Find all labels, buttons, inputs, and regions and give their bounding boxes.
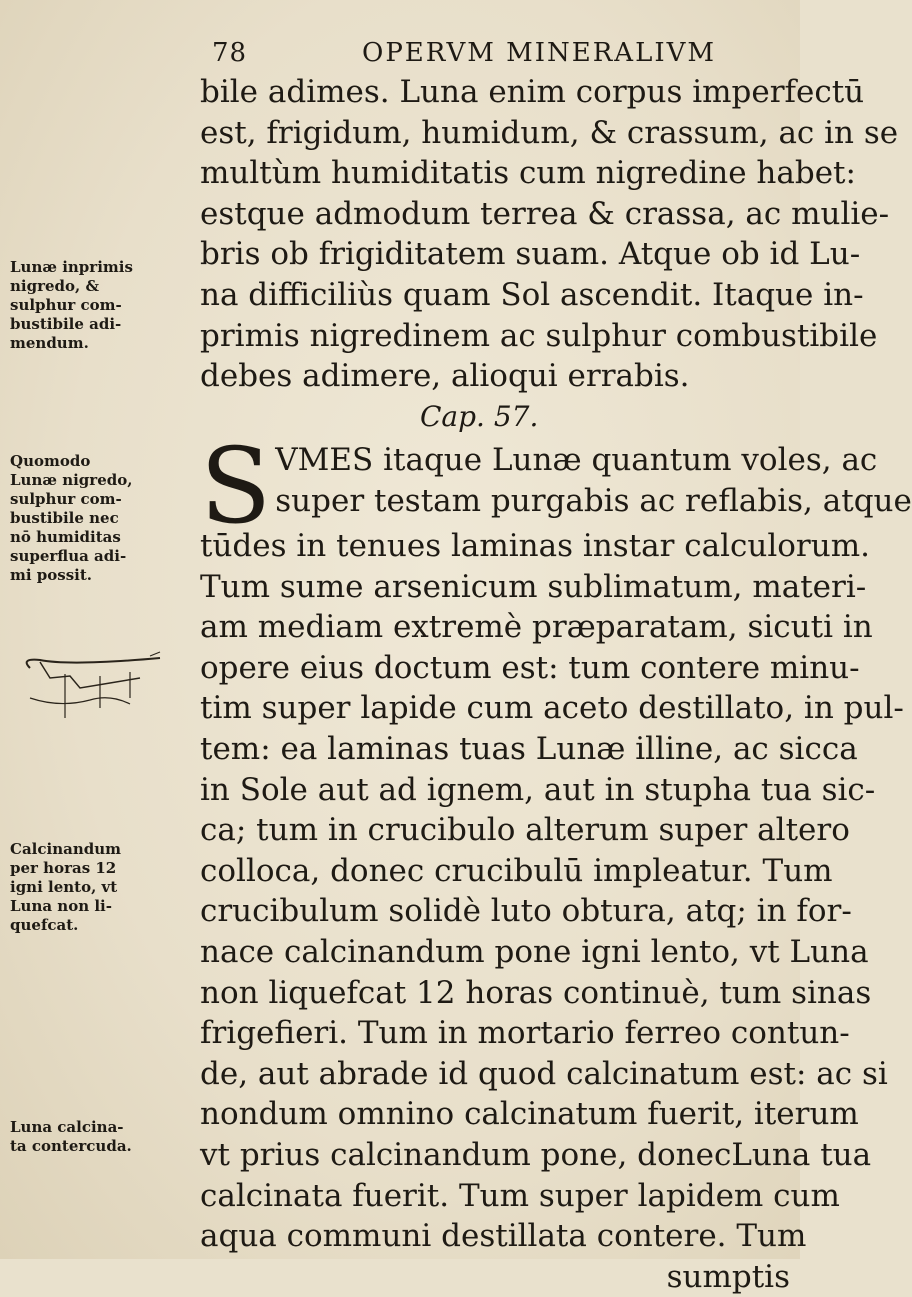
text-line: estque admodum terrea & crassa, ac mulie- — [200, 195, 890, 232]
text-line: super testam purgabis ac reflabis, atque — [275, 482, 912, 519]
marginal-note-3 — [10, 840, 190, 935]
text-line: colloca, donec crucibulū impleatur. Tum — [200, 852, 833, 889]
drop-capital: S — [200, 425, 272, 547]
marginal-note-4 — [10, 1118, 190, 1156]
text-line: calcinata fuerit. Tum super lapidem cum — [200, 1177, 840, 1214]
text-line: aqua communi destillata contere. Tum — [200, 1218, 807, 1255]
margin-line: nigredo, & — [10, 277, 100, 295]
text-line: debes adimere, alioqui errabis. — [200, 358, 690, 395]
catchword: sumptis — [666, 1258, 790, 1295]
text-line: am mediam extremè præparatam, sicuti in — [200, 609, 873, 646]
text-line: crucibulum solidè luto obtura, atq; in for- — [200, 893, 852, 930]
margin-line: nō humiditas — [10, 528, 121, 546]
text-line: frigefieri. Tum in mortario ferreo contun- — [200, 1015, 850, 1052]
text-line: nace calcinandum pone igni lento, vt Luna — [200, 933, 869, 970]
text-line: multùm humiditatis cum nigredine habet: — [200, 155, 856, 192]
text-line: bile adimes. Luna enim corpus imperfectū — [200, 74, 865, 110]
text-line: nondum omnino calcinatum fuerit, iterum — [200, 1096, 859, 1133]
margin-line: bustibile adi- — [10, 315, 122, 333]
margin-line: Luna non li- — [10, 897, 112, 915]
margin-line: Quomodo — [10, 452, 91, 470]
marginal-note-1 — [10, 258, 190, 353]
text-line: est, frigidum, humidum, & crassum, ac in se — [200, 114, 899, 151]
margin-line: mi possit. — [10, 566, 93, 584]
text-line: non liquefcat 12 horas continuè, tum sinas — [200, 974, 872, 1011]
margin-line: superflua adi- — [10, 547, 127, 565]
chapter-heading: Cap. 57. — [420, 400, 539, 433]
margin-line: Calcinandum — [10, 840, 121, 858]
text-line: de, aut abrade id quod calcinatum est: ac si — [200, 1055, 888, 1092]
margin-line: quefcat. — [10, 916, 79, 934]
main-text-chapter — [200, 425, 912, 1297]
text-line: primis nigredinem ac sulphur combustibile — [200, 317, 878, 354]
running-title: OPERVM MINERALIVM — [362, 38, 717, 68]
margin-line: sulphur com- — [10, 296, 122, 314]
margin-line: sulphur com- — [10, 490, 122, 508]
margin-line: ta contercuda. — [10, 1137, 132, 1155]
main-text-top — [200, 72, 899, 397]
text-line: ca; tum in crucibulo alterum super altero — [200, 812, 850, 849]
margin-line: igni lento, vt — [10, 878, 118, 896]
text-line: tem: ea laminas tuas Lunæ illine, ac sicca — [200, 730, 858, 767]
text-line: vt prius calcinandum pone, donecLuna tua — [200, 1136, 872, 1173]
text-line: VMES itaque Lunæ quantum voles, ac — [275, 442, 878, 478]
text-line: Tum sume arsenicum sublimatum, materi- — [200, 568, 867, 605]
margin-line: per horas 12 — [10, 859, 117, 877]
margin-line: Luna calcina- — [10, 1118, 124, 1136]
margin-line: Lunæ inprimis — [10, 258, 133, 276]
text-line: bris ob frigiditatem suam. Atque ob id Lu- — [200, 236, 861, 273]
marginal-note-2 — [10, 452, 190, 585]
text-line: na difficiliùs quam Sol ascendit. Itaque in- — [200, 276, 864, 313]
text-line: in Sole aut ad ignem, aut in stupha tua sic- — [200, 771, 876, 808]
page-number: 78 — [212, 38, 248, 68]
margin-line: bustibile nec — [10, 509, 119, 527]
ink-doodle-ornament — [10, 648, 180, 728]
text-line: opere eius doctum est: tum contere minu- — [200, 649, 860, 686]
text-line: tim super lapide cum aceto destillato, in pul- — [200, 690, 904, 727]
margin-line: Lunæ nigredo, — [10, 471, 133, 489]
margin-line: mendum. — [10, 334, 89, 352]
text-line: tūdes in tenues laminas instar calculorum. — [200, 528, 870, 564]
